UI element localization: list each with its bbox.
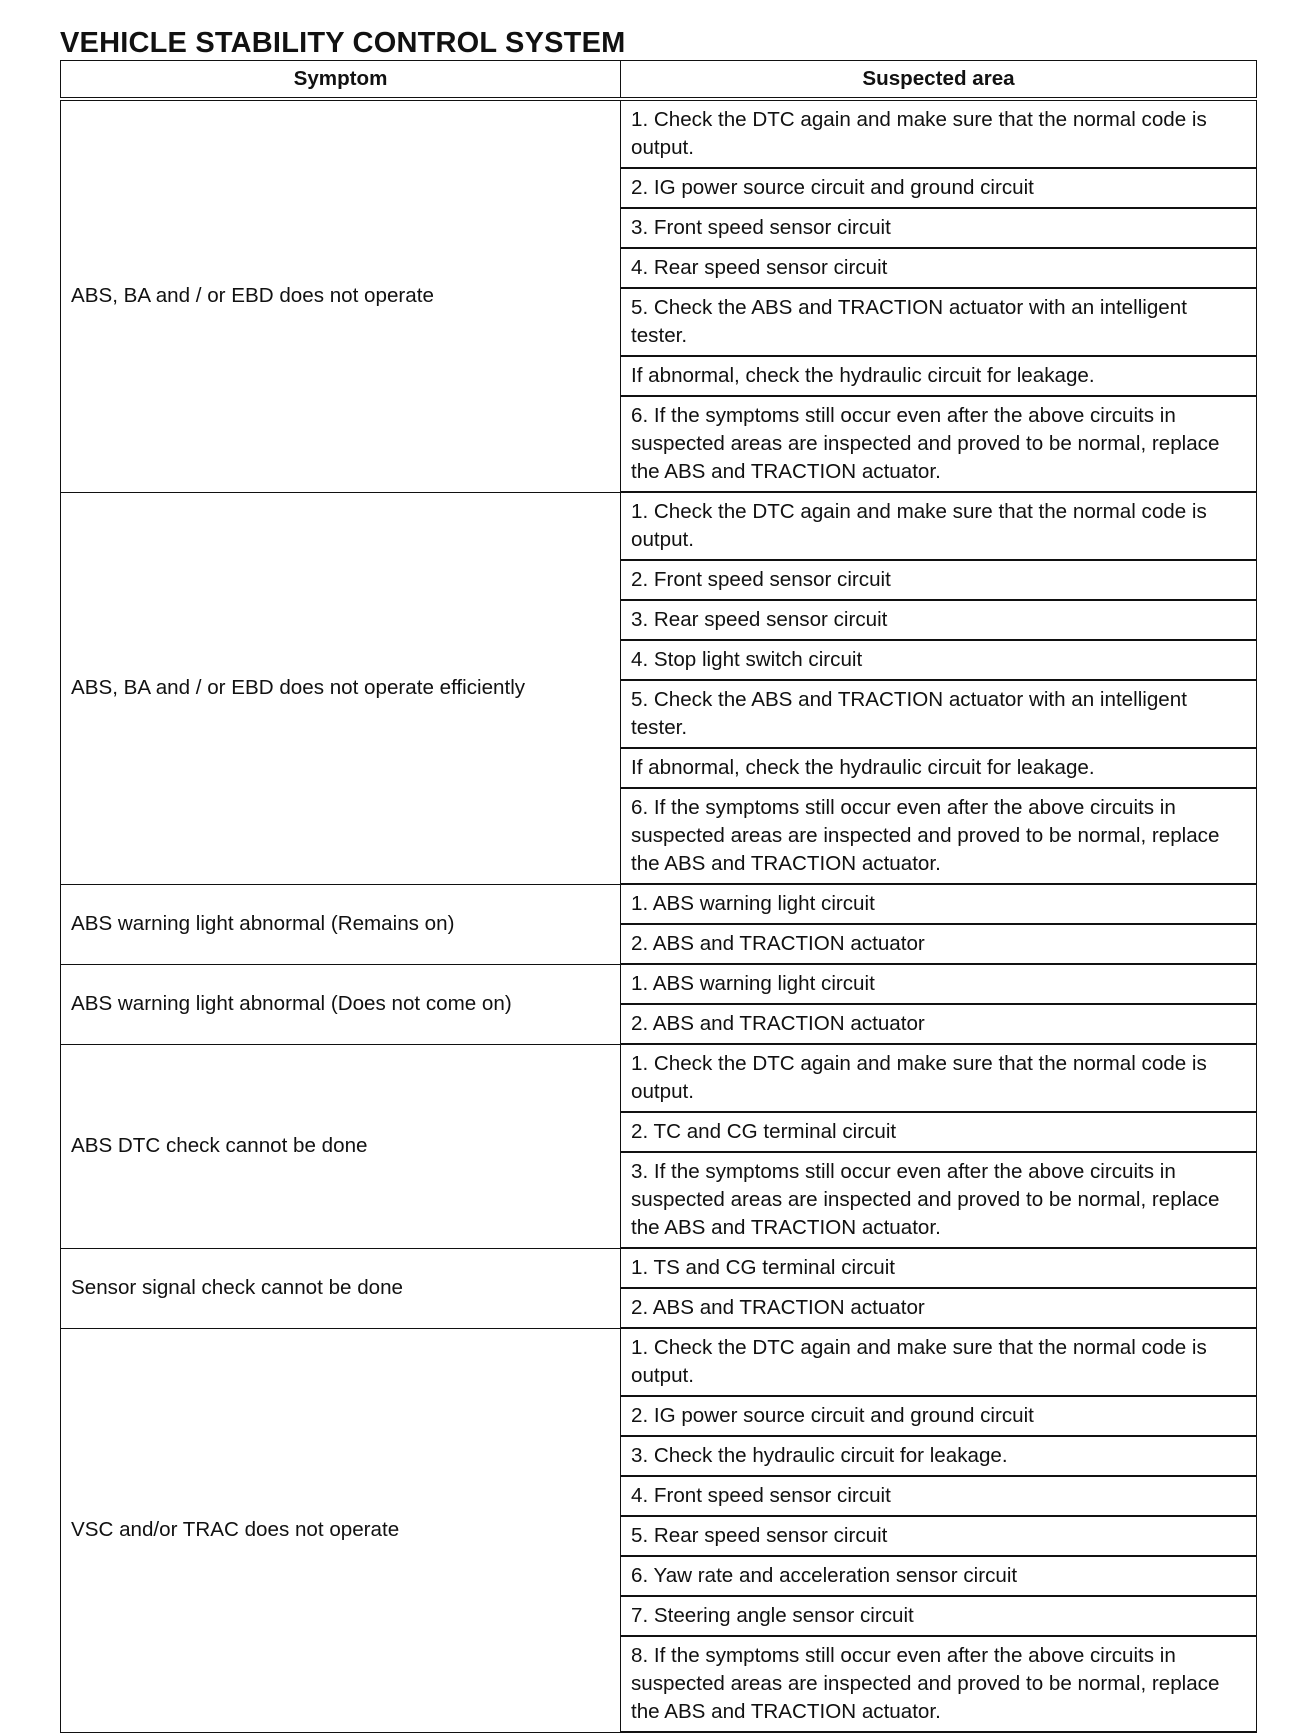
table-row (61, 99, 1257, 168)
suspected-area-cell: 2. TC and CG terminal circuit (621, 1112, 1257, 1152)
suspected-area-cell: 4. Stop light switch circuit (621, 640, 1257, 680)
suspected-area-cell: 1. Check the DTC again and make sure that the normal code is output. (621, 492, 1257, 560)
suspected-area-cell: 1. Check the DTC again and make sure that the normal code is output. (621, 1044, 1257, 1112)
symptom-column-header: Symptom (61, 61, 621, 100)
suspected-area-cell: 7. Steering angle sensor circuit (621, 1596, 1257, 1636)
symptom-cell: VSC and/or TRAC does not operate (61, 1328, 621, 1732)
table-row (61, 492, 1257, 560)
suspected-area-cell: 6. If the symptoms still occur even after the above circuits in suspected areas are inspected and proved to be normal, replace the ABS and TRACTION actuator. (621, 396, 1257, 492)
suspected-area-cell: 5. Check the ABS and TRACTION actuator with an intelligent tester. (621, 680, 1257, 748)
suspected-area-cell: 2. IG power source circuit and ground circuit (621, 168, 1257, 208)
table-header-row (61, 61, 1257, 100)
document-page (60, 26, 1256, 1733)
suspected-area-cell: 1. Check the DTC again and make sure that the normal code is output. (621, 99, 1257, 168)
table-row (61, 1044, 1257, 1112)
table-body (61, 99, 1257, 1732)
suspected-area-cell: 2. ABS and TRACTION actuator (621, 1004, 1257, 1044)
suspected-area-cell: 3. Rear speed sensor circuit (621, 600, 1257, 640)
suspected-area-cell: 4. Front speed sensor circuit (621, 1476, 1257, 1516)
suspected-area-cell: 6. Yaw rate and acceleration sensor circuit (621, 1556, 1257, 1596)
symptom-cell: Sensor signal check cannot be done (61, 1248, 621, 1328)
suspected-area-cell: 5. Rear speed sensor circuit (621, 1516, 1257, 1556)
suspected-area-cell: 2. IG power source circuit and ground circuit (621, 1396, 1257, 1436)
suspected-area-cell: If abnormal, check the hydraulic circuit for leakage. (621, 748, 1257, 788)
symptom-cell: ABS DTC check cannot be done (61, 1044, 621, 1248)
suspected-area-cell: 2. ABS and TRACTION actuator (621, 1288, 1257, 1328)
suspected-area-cell: 5. Check the ABS and TRACTION actuator with an intelligent tester. (621, 288, 1257, 356)
suspected-area-cell: 6. If the symptoms still occur even after the above circuits in suspected areas are inspected and proved to be normal, replace the ABS and TRACTION actuator. (621, 788, 1257, 884)
suspected-area-cell: 1. Check the DTC again and make sure that the normal code is output. (621, 1328, 1257, 1396)
symptom-cell: ABS, BA and / or EBD does not operate efficiently (61, 492, 621, 884)
table-row (61, 1328, 1257, 1396)
suspected-area-cell: 2. ABS and TRACTION actuator (621, 924, 1257, 964)
table-row (61, 1248, 1257, 1288)
suspected-area-cell: If abnormal, check the hydraulic circuit for leakage. (621, 356, 1257, 396)
suspected-area-cell: 8. If the symptoms still occur even after the above circuits in suspected areas are inspected and proved to be normal, replace the ABS and TRACTION actuator. (621, 1636, 1257, 1732)
suspected-area-cell: 4. Rear speed sensor circuit (621, 248, 1257, 288)
suspected-area-column-header: Suspected area (621, 61, 1257, 100)
suspected-area-cell: 3. Front speed sensor circuit (621, 208, 1257, 248)
table-row (61, 884, 1257, 924)
symptom-cell: ABS, BA and / or EBD does not operate (61, 99, 621, 492)
symptom-cell: ABS warning light abnormal (Remains on) (61, 884, 621, 964)
suspected-area-cell: 3. If the symptoms still occur even after the above circuits in suspected areas are inspected and proved to be normal, replace the ABS and TRACTION actuator. (621, 1152, 1257, 1248)
symptom-cell: ABS warning light abnormal (Does not come on) (61, 964, 621, 1044)
suspected-area-cell: 1. ABS warning light circuit (621, 884, 1257, 924)
suspected-area-cell: 1. ABS warning light circuit (621, 964, 1257, 1004)
suspected-area-cell: 1. TS and CG terminal circuit (621, 1248, 1257, 1288)
suspected-area-cell: 3. Check the hydraulic circuit for leakage. (621, 1436, 1257, 1476)
symptom-table (60, 60, 1257, 1733)
table-row (61, 964, 1257, 1004)
page-title: VEHICLE STABILITY CONTROL SYSTEM (60, 27, 626, 59)
suspected-area-cell: 2. Front speed sensor circuit (621, 560, 1257, 600)
